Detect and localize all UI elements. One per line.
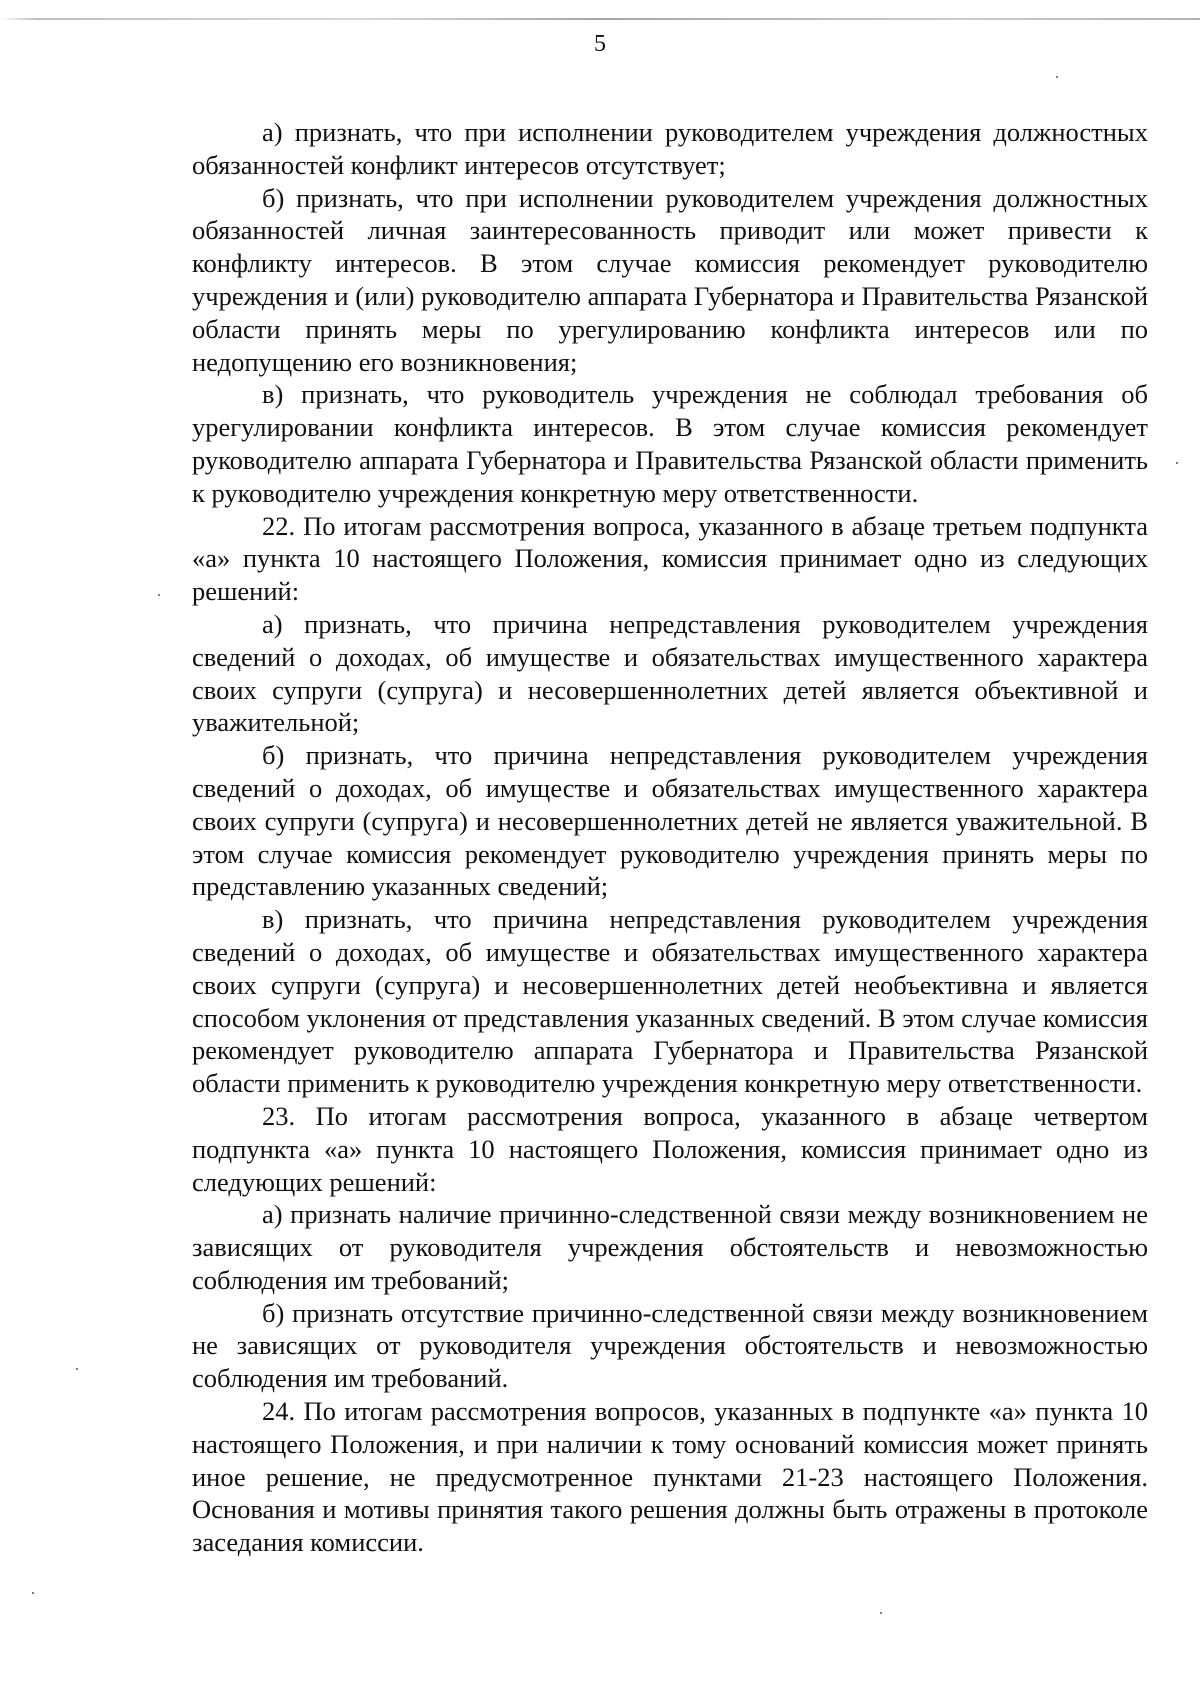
paragraph-24: 24. По итогам рассмотрения вопросов, указанных в подпункте «а» пункта 10 настоящего Положения, и при наличии к тому оснований комиссия может принять иное решение, не предусмотренное пунктами 21-23 настоящего Положения. Основания и мотивы принятия такого решения должны быть отражены в протоколе заседания комиссии.	[192, 1396, 1148, 1558]
scan-speck	[76, 1368, 78, 1370]
scan-speck	[32, 1592, 34, 1594]
paragraph-22: 22. По итогам рассмотрения вопроса, указанного в абзаце третьем подпункта «а» пункта 10 настоящего Положения, комиссия принимает одно из следующих решений:	[192, 510, 1148, 607]
paragraph-23b: б) признать отсутствие причинно-следственной связи между возникновением не зависящих от руководителя учреждения обстоятельств и невозможностью соблюдения им требований.	[192, 1297, 1148, 1394]
paragraph-22v: в) признать, что причина непредставления руководителем учреждения сведений о доходах, об имуществе и обязательствах имущественного характера своих супруги (супруга) и несовершеннолетних детей необъективна и является способом уклонения от представления указанных сведений. В этом случае комиссия рекомендует руководителю аппарата Губернатора и Правительства Рязанской области применить к руководителю учреждения конкретную меру ответственности.	[192, 904, 1148, 1099]
scan-speck	[880, 1612, 882, 1614]
scan-edge-line	[0, 18, 1200, 20]
paragraph-22a: а) признать, что причина непредставления руководителем учреждения сведений о доходах, об имуществе и обязательствах имущественного характера своих супруги (супруга) и несовершеннолетних детей является объективной и уважительной;	[192, 608, 1148, 738]
paragraph-21v: в) признать, что руководитель учреждения не соблюдал требования об урегулировании конфликта интересов. В этом случае комиссия рекомендует руководителю аппарата Губернатора и Правительства Рязанской области применить к руководителю учреждения конкретную меру ответственности.	[192, 379, 1148, 508]
paragraph-21a: а) признать, что при исполнении руководителем учреждения должностных обязанностей конфликт интересов отсутствует;	[192, 117, 1148, 180]
paragraph-21b: б) признать, что при исполнении руководителем учреждения должностных обязанностей личная заинтересованность приводит или может привести к конфликту интересов. В этом случае комиссия рекомендует руководителю учреждения и (или) руководителю аппарата Губернатора и Правительства Рязанской области принять меры по урегулированию конфликта интересов или по недопущению его возникновения;	[192, 182, 1148, 377]
scan-speck	[1056, 76, 1058, 78]
paragraph-23: 23. По итогам рассмотрения вопроса, указанного в абзаце четвертом подпункта «а» пункта 10 настоящего Положения, комиссия принимает одно из следующих решений:	[192, 1100, 1148, 1197]
scan-speck	[1176, 462, 1178, 464]
paragraph-23a: а) признать наличие причинно-следственной связи между возникновением не зависящих от руководителя учреждения обстоятельств и невозможностью соблюдения им требований;	[192, 1199, 1148, 1295]
scan-speck	[158, 594, 160, 596]
document-body	[192, 116, 1148, 1559]
page-number: 5	[594, 31, 606, 57]
paragraph-22b: б) признать, что причина непредставления руководителем учреждения сведений о доходах, об имуществе и обязательствах имущественного характера своих супруги (супруга) и несовершеннолетних детей не является уважительной. В этом случае комиссия рекомендует руководителю учреждения принять меры по представлению указанных сведений;	[192, 740, 1148, 902]
